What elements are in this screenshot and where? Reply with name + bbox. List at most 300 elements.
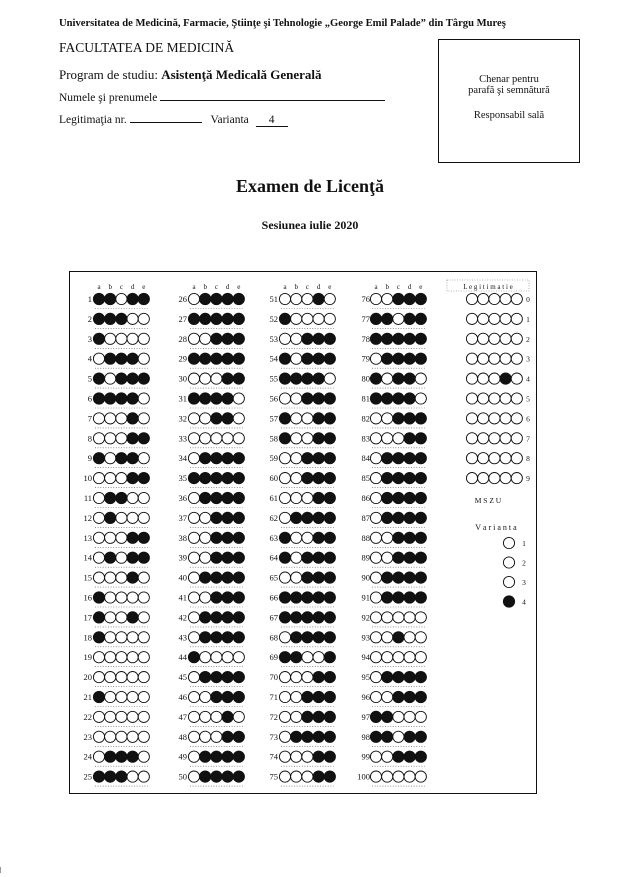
answer-bubble-q17-a[interactable] [93,612,104,623]
answer-bubble-q50-d[interactable] [222,771,233,782]
answer-bubble-q20-e[interactable] [138,672,149,683]
answer-bubble-q74-c[interactable] [302,751,313,762]
answer-bubble-q35-b[interactable] [200,473,211,484]
answer-bubble-q6-d[interactable] [127,393,138,404]
answer-bubble-q70-e[interactable] [324,672,335,683]
answer-bubble-q24-e[interactable] [138,751,149,762]
legitimatie-bubble-6-2[interactable] [489,413,500,424]
legitimatie-bubble-4-1[interactable] [478,373,489,384]
answer-bubble-q86-b[interactable] [382,492,393,503]
answer-bubble-q43-a[interactable] [188,632,199,643]
answer-bubble-q36-c[interactable] [211,492,222,503]
answer-bubble-q74-d[interactable] [313,751,324,762]
answer-bubble-q13-b[interactable] [105,532,116,543]
answer-bubble-q52-b[interactable] [291,313,302,324]
answer-bubble-q12-e[interactable] [138,512,149,523]
answer-bubble-q56-e[interactable] [324,393,335,404]
answer-bubble-q23-b[interactable] [105,731,116,742]
answer-bubble-q4-a[interactable] [93,353,104,364]
answer-bubble-q44-e[interactable] [233,652,244,663]
answer-bubble-q48-b[interactable] [200,731,211,742]
answer-bubble-q5-d[interactable] [127,373,138,384]
answer-bubble-q62-e[interactable] [324,512,335,523]
answer-bubble-q10-c[interactable] [116,473,127,484]
answer-bubble-q38-b[interactable] [200,532,211,543]
answer-bubble-q45-a[interactable] [188,672,199,683]
legitimatie-bubble-2-2[interactable] [489,333,500,344]
answer-bubble-q7-c[interactable] [116,413,127,424]
answer-bubble-q72-d[interactable] [313,711,324,722]
answer-bubble-q58-a[interactable] [279,433,290,444]
answer-bubble-q93-e[interactable] [415,632,426,643]
answer-bubble-q7-b[interactable] [105,413,116,424]
answer-bubble-q18-d[interactable] [127,632,138,643]
legitimatie-bubble-6-0[interactable] [466,413,477,424]
answer-bubble-q33-c[interactable] [211,433,222,444]
answer-bubble-q40-a[interactable] [188,572,199,583]
answer-bubble-q97-b[interactable] [382,711,393,722]
answer-bubble-q87-e[interactable] [415,512,426,523]
answer-bubble-q66-c[interactable] [302,592,313,603]
answer-bubble-q90-b[interactable] [382,572,393,583]
answer-bubble-q68-a[interactable] [279,632,290,643]
answer-bubble-q78-c[interactable] [393,333,404,344]
answer-bubble-q81-e[interactable] [415,393,426,404]
answer-bubble-q67-c[interactable] [302,612,313,623]
answer-bubble-q74-a[interactable] [279,751,290,762]
answer-bubble-q50-b[interactable] [200,771,211,782]
legitimatie-bubble-7-1[interactable] [478,433,489,444]
legitimatie-bubble-0-0[interactable] [466,293,477,304]
answer-bubble-q86-d[interactable] [404,492,415,503]
answer-bubble-q29-d[interactable] [222,353,233,364]
answer-bubble-q20-a[interactable] [93,672,104,683]
answer-bubble-q26-e[interactable] [233,293,244,304]
answer-bubble-q72-c[interactable] [302,711,313,722]
answer-bubble-q61-c[interactable] [302,492,313,503]
answer-bubble-q85-e[interactable] [415,473,426,484]
answer-bubble-q11-a[interactable] [93,492,104,503]
answer-bubble-q68-d[interactable] [313,632,324,643]
answer-bubble-q99-c[interactable] [393,751,404,762]
answer-bubble-q1-d[interactable] [127,293,138,304]
answer-bubble-q23-e[interactable] [138,731,149,742]
answer-bubble-q32-a[interactable] [188,413,199,424]
answer-bubble-q80-a[interactable] [370,373,381,384]
answer-bubble-q72-e[interactable] [324,711,335,722]
answer-bubble-q54-a[interactable] [279,353,290,364]
answer-bubble-q27-a[interactable] [188,313,199,324]
answer-bubble-q9-e[interactable] [138,453,149,464]
answer-bubble-q64-b[interactable] [291,552,302,563]
legitimatie-bubble-2-4[interactable] [511,333,522,344]
answer-bubble-q36-b[interactable] [200,492,211,503]
answer-bubble-q80-b[interactable] [382,373,393,384]
answer-bubble-q2-a[interactable] [93,313,104,324]
answer-bubble-q12-b[interactable] [105,512,116,523]
answer-bubble-q58-c[interactable] [302,433,313,444]
answer-bubble-q54-e[interactable] [324,353,335,364]
legitimatie-bubble-8-2[interactable] [489,453,500,464]
answer-bubble-q47-e[interactable] [233,711,244,722]
answer-bubble-q21-b[interactable] [105,691,116,702]
answer-bubble-q22-a[interactable] [93,711,104,722]
legitimatie-bubble-3-4[interactable] [511,353,522,364]
answer-bubble-q69-e[interactable] [324,652,335,663]
answer-bubble-q20-c[interactable] [116,672,127,683]
answer-bubble-q34-d[interactable] [222,453,233,464]
answer-bubble-q6-a[interactable] [93,393,104,404]
answer-bubble-q5-b[interactable] [105,373,116,384]
answer-bubble-q88-b[interactable] [382,532,393,543]
answer-bubble-q70-c[interactable] [302,672,313,683]
legitimatie-bubble-5-0[interactable] [466,393,477,404]
answer-bubble-q83-d[interactable] [404,433,415,444]
answer-bubble-q95-c[interactable] [393,672,404,683]
answer-bubble-q10-e[interactable] [138,473,149,484]
answer-bubble-q46-e[interactable] [233,691,244,702]
answer-bubble-q30-c[interactable] [211,373,222,384]
answer-bubble-q8-a[interactable] [93,433,104,444]
answer-bubble-q45-d[interactable] [222,672,233,683]
answer-bubble-q29-c[interactable] [211,353,222,364]
answer-bubble-q89-c[interactable] [393,552,404,563]
answer-bubble-q22-d[interactable] [127,711,138,722]
answer-bubble-q18-a[interactable] [93,632,104,643]
answer-bubble-q64-a[interactable] [279,552,290,563]
answer-bubble-q32-b[interactable] [200,413,211,424]
legitimatie-bubble-3-3[interactable] [500,353,511,364]
answer-bubble-q14-d[interactable] [127,552,138,563]
answer-bubble-q7-d[interactable] [127,413,138,424]
answer-bubble-q76-b[interactable] [382,293,393,304]
legitimatie-bubble-4-4[interactable] [511,373,522,384]
answer-bubble-q78-d[interactable] [404,333,415,344]
answer-bubble-q88-d[interactable] [404,532,415,543]
answer-bubble-q95-d[interactable] [404,672,415,683]
answer-bubble-q57-e[interactable] [324,413,335,424]
answer-bubble-q9-c[interactable] [116,453,127,464]
answer-bubble-q9-b[interactable] [105,453,116,464]
answer-bubble-q64-c[interactable] [302,552,313,563]
answer-bubble-q66-b[interactable] [291,592,302,603]
answer-bubble-q74-e[interactable] [324,751,335,762]
answer-bubble-q81-a[interactable] [370,393,381,404]
answer-bubble-q88-c[interactable] [393,532,404,543]
answer-bubble-q63-c[interactable] [302,532,313,543]
answer-bubble-q96-a[interactable] [370,691,381,702]
answer-bubble-q30-a[interactable] [188,373,199,384]
answer-bubble-q65-c[interactable] [302,572,313,583]
answer-bubble-q16-d[interactable] [127,592,138,603]
answer-bubble-q88-e[interactable] [415,532,426,543]
legitimatie-bubble-4-3[interactable] [500,373,511,384]
answer-bubble-q35-a[interactable] [188,473,199,484]
answer-bubble-q48-e[interactable] [233,731,244,742]
answer-bubble-q10-b[interactable] [105,473,116,484]
answer-bubble-q92-c[interactable] [393,612,404,623]
answer-bubble-q3-a[interactable] [93,333,104,344]
answer-bubble-q100-b[interactable] [382,771,393,782]
answer-bubble-q38-a[interactable] [188,532,199,543]
answer-bubble-q96-d[interactable] [404,691,415,702]
answer-bubble-q98-c[interactable] [393,731,404,742]
answer-bubble-q28-b[interactable] [200,333,211,344]
answer-bubble-q99-d[interactable] [404,751,415,762]
answer-bubble-q80-e[interactable] [415,373,426,384]
answer-bubble-q68-c[interactable] [302,632,313,643]
answer-bubble-q99-a[interactable] [370,751,381,762]
answer-bubble-q83-c[interactable] [393,433,404,444]
answer-bubble-q52-a[interactable] [279,313,290,324]
answer-bubble-q8-e[interactable] [138,433,149,444]
answer-bubble-q99-b[interactable] [382,751,393,762]
answer-bubble-q46-d[interactable] [222,691,233,702]
legitimatie-bubble-2-1[interactable] [478,333,489,344]
answer-bubble-q25-e[interactable] [138,771,149,782]
answer-bubble-q67-a[interactable] [279,612,290,623]
answer-bubble-q91-b[interactable] [382,592,393,603]
answer-bubble-q81-b[interactable] [382,393,393,404]
answer-bubble-q27-b[interactable] [200,313,211,324]
answer-bubble-q8-d[interactable] [127,433,138,444]
answer-bubble-q90-c[interactable] [393,572,404,583]
answer-bubble-q39-a[interactable] [188,552,199,563]
answer-bubble-q93-c[interactable] [393,632,404,643]
answer-bubble-q85-c[interactable] [393,473,404,484]
answer-bubble-q97-a[interactable] [370,711,381,722]
answer-bubble-q7-e[interactable] [138,413,149,424]
answer-bubble-q37-b[interactable] [200,512,211,523]
answer-bubble-q38-c[interactable] [211,532,222,543]
answer-bubble-q39-b[interactable] [200,552,211,563]
answer-bubble-q71-d[interactable] [313,691,324,702]
answer-bubble-q63-e[interactable] [324,532,335,543]
answer-bubble-q37-e[interactable] [233,512,244,523]
answer-bubble-q41-c[interactable] [211,592,222,603]
answer-bubble-q98-a[interactable] [370,731,381,742]
answer-bubble-q92-a[interactable] [370,612,381,623]
answer-bubble-q53-a[interactable] [279,333,290,344]
answer-bubble-q53-c[interactable] [302,333,313,344]
answer-bubble-q73-d[interactable] [313,731,324,742]
answer-bubble-q22-e[interactable] [138,711,149,722]
answer-bubble-q51-c[interactable] [302,293,313,304]
legitimatie-bubble-7-2[interactable] [489,433,500,444]
answer-bubble-q19-e[interactable] [138,652,149,663]
answer-bubble-q82-d[interactable] [404,413,415,424]
answer-bubble-q19-b[interactable] [105,652,116,663]
answer-bubble-q99-e[interactable] [415,751,426,762]
answer-bubble-q43-b[interactable] [200,632,211,643]
legitimatie-bubble-0-4[interactable] [511,293,522,304]
answer-bubble-q36-a[interactable] [188,492,199,503]
answer-bubble-q35-e[interactable] [233,473,244,484]
answer-bubble-q76-c[interactable] [393,293,404,304]
answer-bubble-q33-b[interactable] [200,433,211,444]
answer-bubble-q31-a[interactable] [188,393,199,404]
answer-bubble-q98-b[interactable] [382,731,393,742]
answer-bubble-q15-e[interactable] [138,572,149,583]
answer-bubble-q73-b[interactable] [291,731,302,742]
answer-bubble-q47-a[interactable] [188,711,199,722]
answer-bubble-q62-a[interactable] [279,512,290,523]
answer-bubble-q75-c[interactable] [302,771,313,782]
answer-bubble-q98-d[interactable] [404,731,415,742]
answer-bubble-q9-a[interactable] [93,453,104,464]
answer-bubble-q60-d[interactable] [313,473,324,484]
answer-bubble-q78-b[interactable] [382,333,393,344]
answer-bubble-q6-e[interactable] [138,393,149,404]
answer-bubble-q66-e[interactable] [324,592,335,603]
answer-bubble-q90-a[interactable] [370,572,381,583]
answer-bubble-q70-d[interactable] [313,672,324,683]
answer-bubble-q55-a[interactable] [279,373,290,384]
answer-bubble-q36-d[interactable] [222,492,233,503]
answer-bubble-q13-e[interactable] [138,532,149,543]
answer-bubble-q50-a[interactable] [188,771,199,782]
answer-bubble-q63-a[interactable] [279,532,290,543]
answer-bubble-q17-b[interactable] [105,612,116,623]
answer-bubble-q47-b[interactable] [200,711,211,722]
answer-bubble-q62-d[interactable] [313,512,324,523]
answer-bubble-q86-c[interactable] [393,492,404,503]
answer-bubble-q78-a[interactable] [370,333,381,344]
answer-bubble-q57-d[interactable] [313,413,324,424]
answer-bubble-q82-e[interactable] [415,413,426,424]
answer-bubble-q98-e[interactable] [415,731,426,742]
legitimatie-bubble-5-2[interactable] [489,393,500,404]
answer-bubble-q94-c[interactable] [393,652,404,663]
answer-bubble-q49-a[interactable] [188,751,199,762]
answer-bubble-q2-d[interactable] [127,313,138,324]
answer-bubble-q14-b[interactable] [105,552,116,563]
answer-bubble-q83-e[interactable] [415,433,426,444]
answer-bubble-q2-e[interactable] [138,313,149,324]
answer-bubble-q35-d[interactable] [222,473,233,484]
answer-bubble-q22-b[interactable] [105,711,116,722]
answer-bubble-q34-a[interactable] [188,453,199,464]
answer-bubble-q94-e[interactable] [415,652,426,663]
answer-bubble-q89-a[interactable] [370,552,381,563]
legitimatie-bubble-1-4[interactable] [511,313,522,324]
answer-bubble-q81-c[interactable] [393,393,404,404]
legitimatie-bubble-9-0[interactable] [466,473,477,484]
legitimatie-bubble-7-0[interactable] [466,433,477,444]
answer-bubble-q34-e[interactable] [233,453,244,464]
answer-bubble-q35-c[interactable] [211,473,222,484]
answer-bubble-q56-c[interactable] [302,393,313,404]
answer-bubble-q17-c[interactable] [116,612,127,623]
answer-bubble-q41-b[interactable] [200,592,211,603]
answer-bubble-q82-b[interactable] [382,413,393,424]
answer-bubble-q25-a[interactable] [93,771,104,782]
answer-bubble-q79-b[interactable] [382,353,393,364]
answer-bubble-q79-a[interactable] [370,353,381,364]
answer-bubble-q17-e[interactable] [138,612,149,623]
answer-bubble-q46-c[interactable] [211,691,222,702]
answer-bubble-q75-e[interactable] [324,771,335,782]
answer-bubble-q27-c[interactable] [211,313,222,324]
answer-bubble-q92-e[interactable] [415,612,426,623]
answer-bubble-q83-b[interactable] [382,433,393,444]
answer-bubble-q44-a[interactable] [188,652,199,663]
answer-bubble-q68-e[interactable] [324,632,335,643]
answer-bubble-q59-b[interactable] [291,453,302,464]
answer-bubble-q32-d[interactable] [222,413,233,424]
answer-bubble-q40-c[interactable] [211,572,222,583]
answer-bubble-q50-c[interactable] [211,771,222,782]
answer-bubble-q93-d[interactable] [404,632,415,643]
answer-bubble-q79-c[interactable] [393,353,404,364]
answer-bubble-q43-d[interactable] [222,632,233,643]
answer-bubble-q84-a[interactable] [370,453,381,464]
answer-bubble-q37-a[interactable] [188,512,199,523]
answer-bubble-q28-e[interactable] [233,333,244,344]
answer-bubble-q45-b[interactable] [200,672,211,683]
answer-bubble-q87-b[interactable] [382,512,393,523]
answer-bubble-q32-e[interactable] [233,413,244,424]
answer-bubble-q28-a[interactable] [188,333,199,344]
answer-bubble-q26-c[interactable] [211,293,222,304]
answer-bubble-q65-b[interactable] [291,572,302,583]
answer-bubble-q58-b[interactable] [291,433,302,444]
answer-bubble-q28-c[interactable] [211,333,222,344]
answer-bubble-q47-d[interactable] [222,711,233,722]
legitimatie-bubble-9-3[interactable] [500,473,511,484]
legitimatie-bubble-8-0[interactable] [466,453,477,464]
answer-bubble-q55-e[interactable] [324,373,335,384]
answer-bubble-q51-a[interactable] [279,293,290,304]
legitimatie-bubble-1-1[interactable] [478,313,489,324]
legitimatie-bubble-8-3[interactable] [500,453,511,464]
answer-bubble-q13-d[interactable] [127,532,138,543]
answer-bubble-q84-c[interactable] [393,453,404,464]
answer-bubble-q55-b[interactable] [291,373,302,384]
answer-bubble-q2-c[interactable] [116,313,127,324]
answer-bubble-q96-c[interactable] [393,691,404,702]
answer-bubble-q1-c[interactable] [116,293,127,304]
answer-bubble-q29-a[interactable] [188,353,199,364]
legitimatie-bubble-7-4[interactable] [511,433,522,444]
answer-bubble-q77-a[interactable] [370,313,381,324]
answer-bubble-q29-b[interactable] [200,353,211,364]
answer-bubble-q60-c[interactable] [302,473,313,484]
answer-bubble-q1-a[interactable] [93,293,104,304]
answer-bubble-q46-a[interactable] [188,691,199,702]
answer-bubble-q34-c[interactable] [211,453,222,464]
answer-bubble-q40-e[interactable] [233,572,244,583]
answer-bubble-q33-a[interactable] [188,433,199,444]
answer-bubble-q77-b[interactable] [382,313,393,324]
answer-bubble-q67-d[interactable] [313,612,324,623]
answer-bubble-q83-a[interactable] [370,433,381,444]
answer-bubble-q61-d[interactable] [313,492,324,503]
answer-bubble-q54-c[interactable] [302,353,313,364]
answer-bubble-q31-b[interactable] [200,393,211,404]
answer-bubble-q43-c[interactable] [211,632,222,643]
answer-bubble-q100-d[interactable] [404,771,415,782]
answer-bubble-q13-c[interactable] [116,532,127,543]
answer-bubble-q14-c[interactable] [116,552,127,563]
answer-bubble-q61-b[interactable] [291,492,302,503]
answer-bubble-q56-d[interactable] [313,393,324,404]
answer-bubble-q74-b[interactable] [291,751,302,762]
answer-bubble-q24-a[interactable] [93,751,104,762]
answer-bubble-q12-a[interactable] [93,512,104,523]
answer-bubble-q20-d[interactable] [127,672,138,683]
answer-bubble-q86-a[interactable] [370,492,381,503]
